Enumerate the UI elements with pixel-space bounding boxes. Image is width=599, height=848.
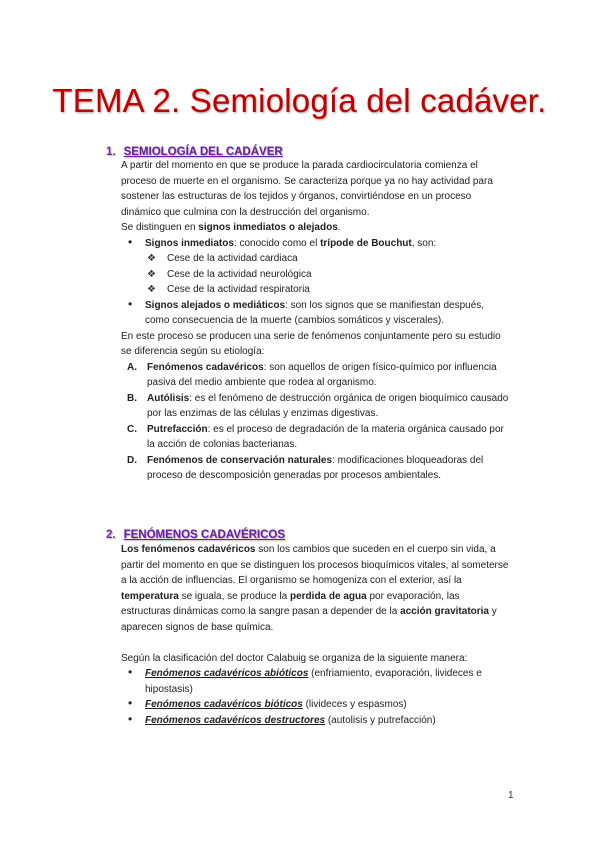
section-2-paragraph-2: Según la clasificación del doctor Calabuig se organiza de la siguiente manera: xyxy=(121,652,468,664)
section-2-body xyxy=(121,542,511,728)
signos-inmediatos-sublist xyxy=(145,251,511,298)
classification-item: • Fenómenos cadavéricos bióticos (livideces y espasmos) xyxy=(121,697,511,713)
phenomenon-item: B. Autólisis: es el fenómeno de destrucción orgánica de origen bioquímico causado por las enzimas de las células y enzimas digestivas. xyxy=(127,392,509,419)
signs-list xyxy=(121,236,511,329)
diamond-bullet-icon: ❖ xyxy=(147,253,156,264)
phenomenon-item: C. Putrefacción: es el proceso de degradación de la materia orgánica causado por la acción de colonias bacterianas. xyxy=(127,423,504,450)
phenomenon-item: A. Fenómenos cadavéricos: son aquellos de origen físico-químico por influencia pasiva del medio ambiente que rodea al organismo. xyxy=(127,361,497,388)
document-title: TEMA 2. Semiología del cadáver. xyxy=(52,82,547,119)
phenomenon-item: D. Fenómenos de conservación naturales: modificaciones bloqueadoras del proceso de descomposición generadas por procesos ambientales. xyxy=(127,454,484,481)
section-1-distinguish: Se distinguen en signos inmediatos o alejados. xyxy=(121,222,341,233)
page-number: 1 xyxy=(508,790,514,801)
section-2-title: FENÓMENOS CADAVÉRICOS xyxy=(123,529,286,541)
classification-item: • Fenómenos cadavéricos destructores (autolisis y putrefacción) xyxy=(121,713,511,729)
section-1-heading xyxy=(106,146,283,158)
sublist-item: ❖ Cese de la actividad respiratoria xyxy=(145,282,511,298)
section-2-heading xyxy=(106,529,285,541)
section-1-number: 1. xyxy=(106,146,116,158)
section-1-process: En este proceso se producen una serie de fenómenos conjuntamente pero su estudio se diferencia según su etiología: xyxy=(121,330,501,357)
section-1-intro: A partir del momento en que se produce la parada cardiocirculatoria comienza el proceso de muerte en el organismo. Se caracteriza porque ya no hay actividad para sostener las estructuras de los tejidos y órganos, convirtiéndose en un proceso dinámico que culmina con la destrucción del organismo. xyxy=(121,160,493,218)
classification-list xyxy=(121,666,511,728)
section-1-title: SEMIOLOGÍA DEL CADÁVER xyxy=(123,146,283,158)
sublist-item: ❖ Cese de la actividad neurológica xyxy=(145,267,511,283)
diamond-bullet-icon: ❖ xyxy=(147,268,156,280)
list-item-signos-inmediatos: • Signos inmediatos: conocido como el trípode de Bouchut, son: ❖ Cese de la actividad cardiaca ❖ Cese de la actividad neurológica ❖ Cese de la actividad respiratoria xyxy=(121,236,511,298)
list-item-signos-alejados: • Signos alejados o mediáticos: son los signos que se manifiestan después, como consecuencia de la muerte (cambios somáticos y viscerales). xyxy=(121,298,511,329)
diamond-bullet-icon: ❖ xyxy=(147,284,156,295)
section-1-body xyxy=(121,158,511,484)
sublist-item: ❖ Cese de la actividad cardiaca xyxy=(145,251,511,267)
classification-item: • Fenómenos cadavéricos abióticos (enfriamiento, evaporación, livideces e hipostasis) xyxy=(121,666,511,697)
section-2-number: 2. xyxy=(106,529,116,541)
phenomena-list xyxy=(121,360,511,484)
section-2-paragraph-1: Los fenómenos cadavéricos son los cambios que suceden en el cuerpo sin vida, a partir del momento en que se distinguen los procesos bioquímicos vitales, al someterse a la acción de influencias. El organismo se homogeniza con el exterior, así la temperatura se iguala, se produce la perdida de agua por evaporación, las estructuras dinámicas como la sangre pasan a depender de la acción gravitatoria y aparecen signos de base química. xyxy=(121,544,509,633)
